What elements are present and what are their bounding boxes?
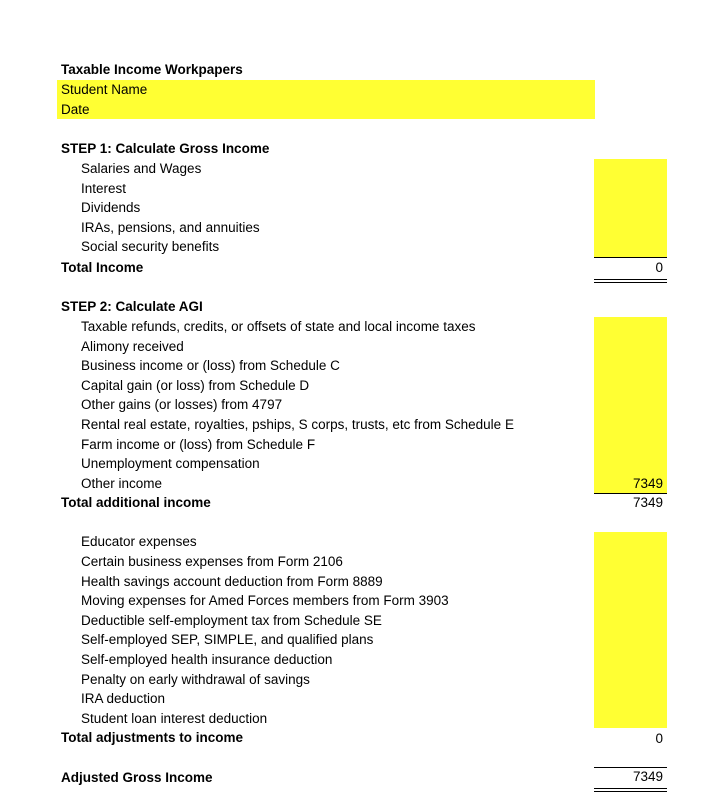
additional-income-item: Rental real estate, royalties, pships, S corps, trusts, etc from Schedule E — [81, 417, 514, 432]
additional-income-item: Farm income or (loss) from Schedule F — [81, 437, 316, 452]
adjustment-item: Educator expenses — [81, 534, 197, 549]
income-item: Dividends — [81, 200, 141, 215]
adjustment-item: Deductible self-employment tax from Schedule SE — [81, 613, 382, 628]
additional-income-item: Unemployment compensation — [81, 456, 260, 471]
date-field[interactable]: Date — [61, 102, 90, 117]
additional-income-item: Capital gain (or loss) from Schedule D — [81, 378, 310, 393]
income-item: Salaries and Wages — [81, 161, 202, 176]
step2-heading: STEP 2: Calculate AGI — [61, 299, 203, 314]
additional-income-item: Other income — [81, 476, 163, 491]
adjustment-item: Certain business expenses from Form 2106 — [81, 554, 343, 569]
step1-input-cells[interactable] — [594, 159, 667, 257]
additional-income-item: Other gains (or losses) from 4797 — [81, 397, 283, 412]
additional-income-item: Business income or (loss) from Schedule C — [81, 358, 340, 373]
income-item: Social security benefits — [81, 239, 220, 254]
step1-heading: STEP 1: Calculate Gross Income — [61, 141, 270, 156]
agi-value[interactable]: 7349 — [632, 769, 663, 784]
adjustment-item: Penalty on early withdrawal of savings — [81, 672, 310, 687]
worksheet-title: Taxable Income Workpapers — [61, 62, 243, 77]
step2-input-cells[interactable] — [594, 317, 667, 493]
adjustment-item: Self-employed SEP, SIMPLE, and qualified plans — [81, 632, 374, 647]
total-income-double-rule-2 — [594, 282, 667, 283]
student-name-field[interactable]: Student Name — [61, 82, 148, 97]
agi-double-rule-2 — [594, 791, 667, 792]
adjustments-input-cells[interactable] — [594, 532, 667, 728]
total-adjustments-value[interactable]: 0 — [655, 731, 663, 746]
adjustment-item: Self-employed health insurance deduction — [81, 652, 333, 667]
adjustment-item: Student loan interest deduction — [81, 711, 268, 726]
additional-income-item: Alimony received — [81, 339, 184, 354]
additional-income-item: Taxable refunds, credits, or offsets of state and local income taxes — [81, 319, 476, 334]
total-income-label: Total Income — [61, 260, 144, 275]
total-income-value[interactable]: 0 — [655, 260, 663, 275]
income-item: Interest — [81, 181, 127, 196]
income-item: IRAs, pensions, and annuities — [81, 220, 260, 235]
other-income-value[interactable]: 7349 — [632, 476, 663, 491]
adjustment-item: Health savings account deduction from Form 8889 — [81, 574, 383, 589]
agi-double-rule-1 — [594, 788, 667, 789]
adjustment-item: IRA deduction — [81, 691, 166, 706]
adjustment-item: Moving expenses for Amed Forces members from Form 3903 — [81, 593, 449, 608]
total-income-double-rule-1 — [594, 279, 667, 280]
total-additional-income-value[interactable]: 7349 — [632, 495, 663, 510]
total-adjustments-label: Total adjustments to income — [61, 730, 244, 745]
total-additional-income-label: Total additional income — [61, 495, 211, 510]
agi-label: Adjusted Gross Income — [61, 770, 213, 785]
